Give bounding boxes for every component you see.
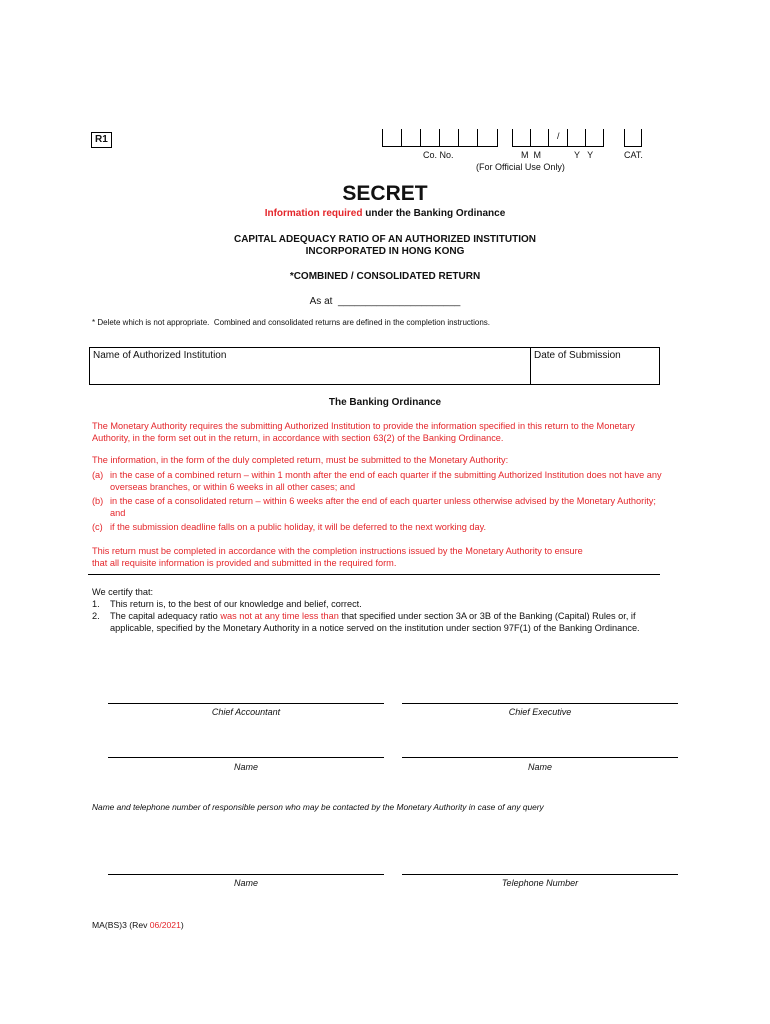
as-at-line: As at ______________________: [309, 296, 461, 307]
chief-accountant-label: Chief Accountant: [211, 707, 281, 717]
contact-name-label: Name: [233, 878, 258, 888]
chief-executive-signature-line[interactable]: [402, 703, 678, 704]
info-required-line: [0, 208, 770, 219]
list-item: 2. The capital adequacy ratio was not at any time less than that specified under section 3A or 3B of the Banking (Capital) Rules or, if applicable, specified by the Monetary Authority in a notice served on the institution under section 97F(1) of the Banking Ordinance.: [92, 611, 640, 633]
name-line-right[interactable]: [402, 757, 678, 758]
section-divider: [88, 574, 660, 575]
ordinance-para-1: The Monetary Authority requires the submitting Authorized Institution to provide the information specified in this return to the Monetary Authority, in the form set out in the return, in accordance with section 63(2) of the Banking Ordinance.: [92, 421, 635, 443]
list-item: 1. This return is, to the best of our knowledge and belief, correct.: [92, 599, 362, 609]
title-line-2: INCORPORATED IN HONG KONG: [305, 246, 465, 257]
institution-name-field[interactable]: [90, 348, 531, 385]
submission-date-field[interactable]: [531, 348, 660, 385]
delete-footnote: * Delete which is not appropriate. Combined and consolidated returns are defined in the completion instructions.: [92, 318, 491, 327]
mm-label: M M: [521, 150, 541, 160]
official-use-label: (For Official Use Only): [476, 162, 565, 172]
secret-heading: SECRET: [342, 182, 428, 205]
title-line-1: CAPITAL ADEQUACY RATIO OF AN AUTHORIZED INSTITUTION: [233, 234, 537, 245]
contact-note: Name and telephone number of responsible person who may be contacted by the Monetary Authority in case of any query: [92, 802, 544, 812]
chief-executive-label: Chief Executive: [508, 707, 572, 717]
list-item: (a) in the case of a combined return – within 1 month after the end of each quarter if the submitting Authorized Institution does not have any overseas branches, or within 6 weeks in all other cases; and: [92, 470, 662, 492]
form-revision: MA(BS)3 (Rev 06/2021): [92, 920, 184, 930]
name-label-right: Name: [527, 762, 552, 772]
certify-block: [92, 586, 664, 634]
name-line-left[interactable]: [108, 757, 384, 758]
list-item: (c) if the submission deadline falls on a public holiday, it will be deferred to the next working day.: [92, 522, 487, 532]
co-no-label: Co. No.: [423, 150, 454, 160]
telephone-label: Telephone Number: [501, 878, 579, 888]
form-code: R1: [91, 132, 112, 148]
ordinance-heading: The Banking Ordinance: [328, 397, 442, 408]
return-type: *COMBINED / CONSOLIDATED RETURN: [289, 271, 481, 282]
telephone-line[interactable]: [402, 874, 678, 875]
info-required-rest: under the Banking Ordinance: [362, 208, 506, 219]
date-separator: /: [557, 131, 560, 141]
submission-date-label: Date of Submission: [534, 350, 621, 361]
chief-accountant-signature-line[interactable]: [108, 703, 384, 704]
cat-box[interactable]: [624, 129, 642, 147]
list-item: (b) in the case of a consolidated return – within 6 weeks after the end of each quarter unless otherwise advised by the Monetary Authority; and: [92, 496, 656, 518]
ordinance-items: [92, 469, 664, 533]
institution-table: [89, 347, 660, 385]
ordinance-para-2-intro: The information, in the form of the duly completed return, must be submitted to the Monetary Authority:: [92, 455, 509, 465]
institution-name-label: Name of Authorized Institution: [93, 350, 227, 361]
yy-label: Y Y: [574, 150, 594, 160]
co-no-boxes[interactable]: [382, 129, 498, 147]
contact-name-line[interactable]: [108, 874, 384, 875]
cat-label: CAT.: [624, 150, 643, 160]
ordinance-para-3: This return must be completed in accordance with the completion instructions issued by the Monetary Authority to ensure that all requisite information is provided and submitted in the required form.: [92, 546, 583, 568]
name-label-left: Name: [233, 762, 258, 772]
info-required-red: Information required: [264, 208, 363, 219]
certify-intro: We certify that:: [92, 587, 154, 597]
